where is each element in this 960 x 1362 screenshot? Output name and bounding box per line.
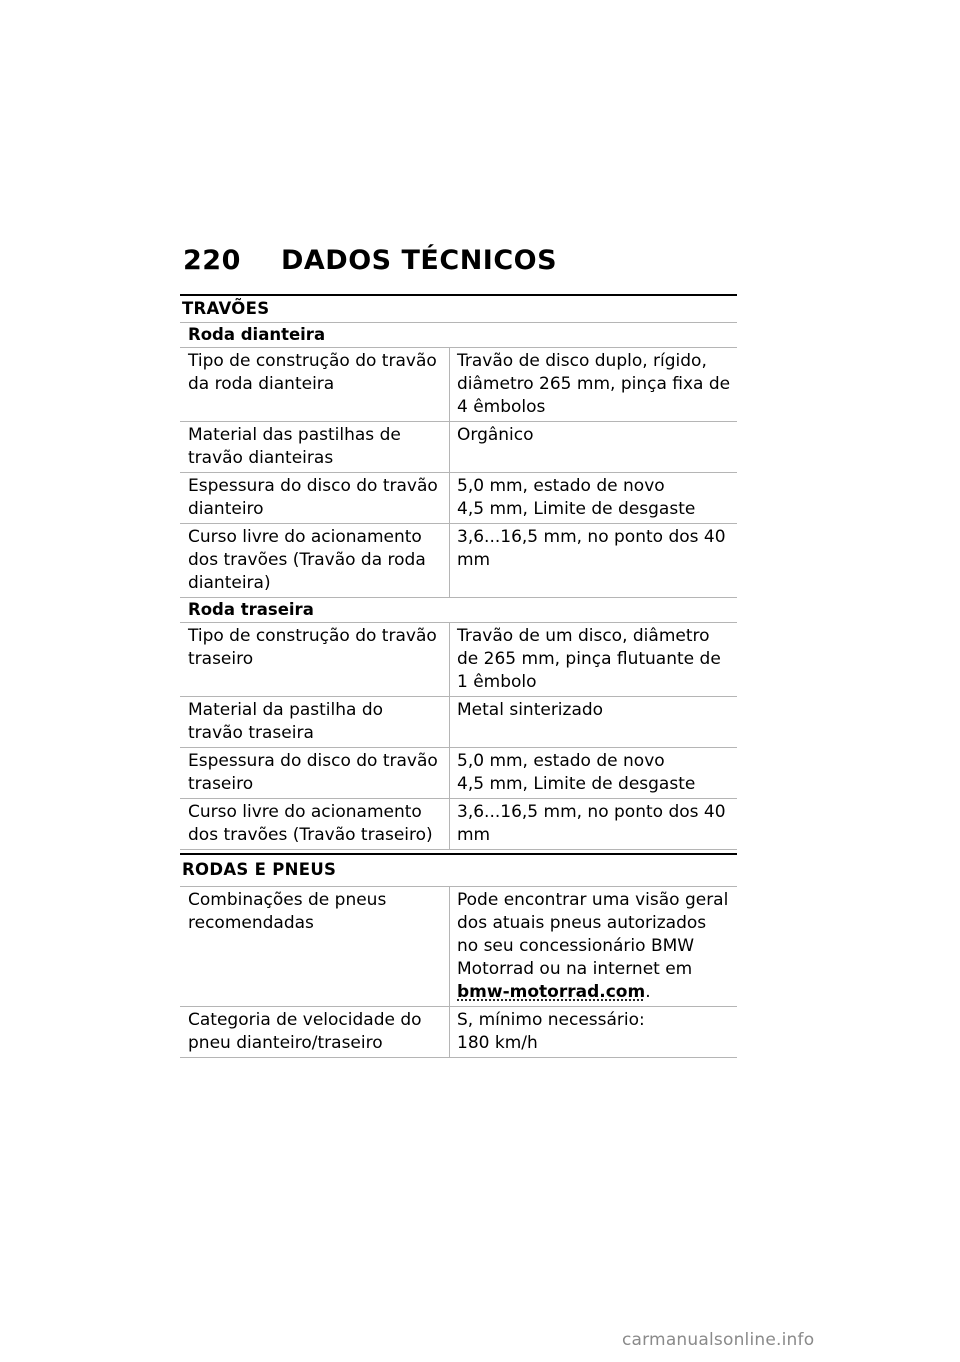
row-value: Metal sinterizado bbox=[457, 700, 604, 720]
section-title-brakes: TRAVÕES bbox=[180, 294, 737, 323]
row-value bbox=[450, 887, 737, 1006]
row-value: 3,6...16,5 mm, no ponto dos 40 mm bbox=[457, 527, 726, 570]
row-value bbox=[450, 473, 737, 523]
row-label: Tipo de construção do travão da roda dianteira bbox=[180, 348, 450, 421]
value-end: . bbox=[645, 982, 651, 1002]
row-value bbox=[450, 1007, 737, 1057]
page-number: 220 bbox=[183, 245, 241, 276]
table-row bbox=[180, 697, 737, 748]
row-label: Tipo de construção do travão traseiro bbox=[180, 623, 450, 696]
table-row bbox=[180, 799, 737, 850]
table-row bbox=[180, 748, 737, 799]
row-value: Travão de um disco, diâmetro de 265 mm, pinça flutuante de 1 êmbolo bbox=[457, 626, 721, 692]
chapter-title: DADOS TÉCNICOS bbox=[281, 245, 558, 276]
row-value bbox=[450, 748, 737, 798]
row-label: Curso livre do acionamento dos travões (Travão traseiro) bbox=[180, 799, 450, 849]
row-label: Combinações de pneus recomendadas bbox=[180, 887, 450, 1006]
row-label: Espessura do disco do travão dianteiro bbox=[180, 473, 450, 523]
website-link[interactable]: bmw-motorrad.com bbox=[457, 982, 646, 1002]
table-row bbox=[180, 524, 737, 598]
row-label: Espessura do disco do travão traseiro bbox=[180, 748, 450, 798]
value-line: 5,0 mm, estado de novo bbox=[457, 751, 665, 771]
table-row bbox=[180, 348, 737, 422]
watermark: carmanualsonline.info bbox=[622, 1330, 815, 1350]
row-value: 3,6...16,5 mm, no ponto dos 40 mm bbox=[457, 802, 726, 845]
row-label: Material da pastilha do travão traseira bbox=[180, 697, 450, 747]
wheels-section bbox=[180, 853, 737, 1058]
row-label: Categoria de velocidade do pneu dianteiro/traseiro bbox=[180, 1007, 450, 1057]
section-title-wheels: RODAS E PNEUS bbox=[180, 853, 737, 887]
row-label: Curso livre do acionamento dos travões (Travão da roda dianteira) bbox=[180, 524, 450, 597]
subheader-rear-wheel: Roda traseira bbox=[180, 598, 737, 623]
table-row bbox=[180, 422, 737, 473]
brakes-section bbox=[180, 294, 737, 850]
value-line: 4,5 mm, Limite de desgaste bbox=[457, 774, 696, 794]
page-header bbox=[183, 245, 557, 276]
value-line: 4,5 mm, Limite de desgaste bbox=[457, 499, 696, 519]
subheader-front-wheel: Roda dianteira bbox=[180, 323, 737, 348]
table-row bbox=[180, 1007, 737, 1058]
value-text: Pode encontrar uma visão geral dos atuais pneus autorizados no seu concessionário BMW Motorrad ou na internet em bbox=[457, 890, 729, 979]
value-line: 180 km/h bbox=[457, 1033, 538, 1053]
row-label: Material das pastilhas de travão dianteiras bbox=[180, 422, 450, 472]
table-row bbox=[180, 623, 737, 697]
value-line: 5,0 mm, estado de novo bbox=[457, 476, 665, 496]
row-value: Orgânico bbox=[457, 425, 534, 445]
table-row bbox=[180, 887, 737, 1007]
row-value: Travão de disco duplo, rígido, diâmetro 265 mm, pinça fixa de 4 êmbolos bbox=[457, 351, 731, 417]
table-row bbox=[180, 473, 737, 524]
value-line: S, mínimo necessário: bbox=[457, 1010, 645, 1030]
